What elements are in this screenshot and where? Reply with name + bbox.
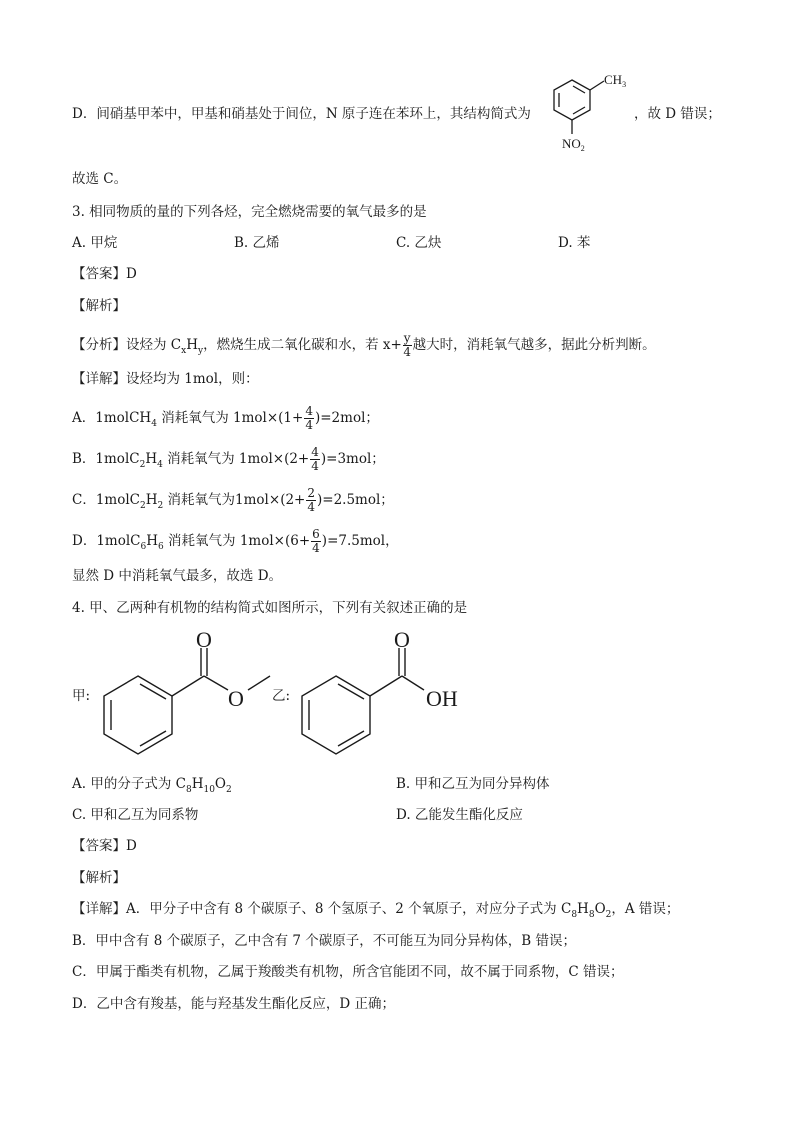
q3-fenxi-line: [72, 332, 656, 359]
fenxi-text-b: ，燃烧生成二氧化碳和水，若 x+: [203, 337, 402, 353]
q3-option-a: A. 甲烷: [72, 235, 118, 251]
q4-option-c: C. 甲和乙互为同系物: [72, 807, 199, 823]
option-d-prefix: D．间硝基甲苯中，甲基和硝基处于间位，N 原子连在苯环上，其结构简式为: [72, 106, 531, 122]
q4-option-d: D. 乙能发生酯化反应: [396, 807, 523, 823]
q3-conclusion: 显然 D 中消耗氧气最多，故选 D。: [72, 568, 283, 584]
methyl-benzoate-structure: [92, 626, 282, 766]
q4-detail-d: D．乙中含有羧基，能与羟基发生酯化反应，D 正确；: [72, 996, 395, 1012]
q4-detail-b: B．甲中含有 8 个碳原子，乙中含有 7 个碳原子，不可能互为同分异构体，B 错误；: [72, 933, 576, 949]
fenxi-h: H: [186, 337, 198, 353]
fenxi-sub-y: y: [197, 346, 204, 356]
q3-calc-b: B．$1molC_2H_4$ 消耗氧气为 1mol×(2+ $\frac{4}{4}$ )=3mol；: [72, 445, 385, 473]
q4-detail-a: 【详解】A．甲分子中含有 8 个碳原子、8 个氢原子、2 个氧原子，对应分子式为 $C_8H_8O_2$，A 错误；: [72, 901, 680, 920]
option-d-text-line: [72, 104, 531, 124]
q4-detail-c: C．甲属于酯类有机物，乙属于羧酸类有机物，所含官能团不同，故不属于同系物，C 错误；: [72, 964, 624, 980]
fenxi-text-a: 【分析】设烃为 C: [72, 337, 182, 353]
ch3-label: $CH_3$: [604, 72, 627, 89]
acid-carbonyl-o-label: O: [394, 627, 410, 652]
q4-option-b: B. 甲和乙互为同分异构体: [396, 776, 550, 792]
q3-stem: 3. 相同物质的量的下列各烃，完全燃烧需要的氧气最多的是: [72, 204, 427, 220]
q3-analysis-tag: 【解析】: [72, 298, 126, 314]
hydroxyl-label: OH: [426, 686, 458, 711]
label-jia: 甲:: [72, 688, 91, 704]
q4-option-a: A. 甲的分子式为 $C_8H_{10}O_2$: [72, 776, 232, 795]
fenxi-sub-x: x: [181, 346, 187, 356]
no2-label: $NO_2$: [562, 136, 585, 153]
q4-analysis-tag: 【解析】: [72, 870, 126, 886]
fenxi-fraction: $\frac{y}{4}$: [403, 331, 411, 359]
q3-detail: 【详解】设烃均为 1mol，则：: [72, 371, 259, 387]
q3-calc-c: C．$1molC_2H_2$ 消耗氧气为1mol×(2+ $\frac{2}{4}$ )=2.5mol；: [72, 486, 394, 514]
q4-answer: 【答案】D: [72, 838, 137, 854]
carbonyl-o-label: O: [196, 627, 212, 652]
choose-c-line: 故选 C。: [72, 171, 128, 187]
q3-answer: 【答案】D: [72, 266, 137, 282]
benzoic-acid-structure: [290, 626, 480, 766]
q3-calc-a: A．1molCH$_4$ 消耗氧气为 1mol×(1+ $\frac{4}{4}$ )=2mol；: [72, 404, 379, 432]
option-d-suffix: ，故 D 错误；: [634, 106, 721, 122]
q3-option-d: D. 苯: [558, 235, 591, 251]
ester-o-label: O: [228, 686, 244, 711]
q3-calc-d: D．$1molC_6H_6$ 消耗氧气为 1mol×(6+ $\frac{6}{4}$ )=7.5mol，: [72, 527, 399, 555]
q3-option-b: B. 乙烯: [234, 235, 280, 251]
fenxi-text-c: 越大时，消耗氧气越多，据此分析判断。: [412, 337, 656, 353]
meta-nitrotoluene-structure: [540, 68, 640, 158]
q4-stem: 4. 甲、乙两种有机物的结构简式如图所示，下列有关叙述正确的是: [72, 600, 468, 616]
q3-option-c: C. 乙炔: [396, 235, 442, 251]
label-yi: 乙:: [272, 688, 291, 704]
